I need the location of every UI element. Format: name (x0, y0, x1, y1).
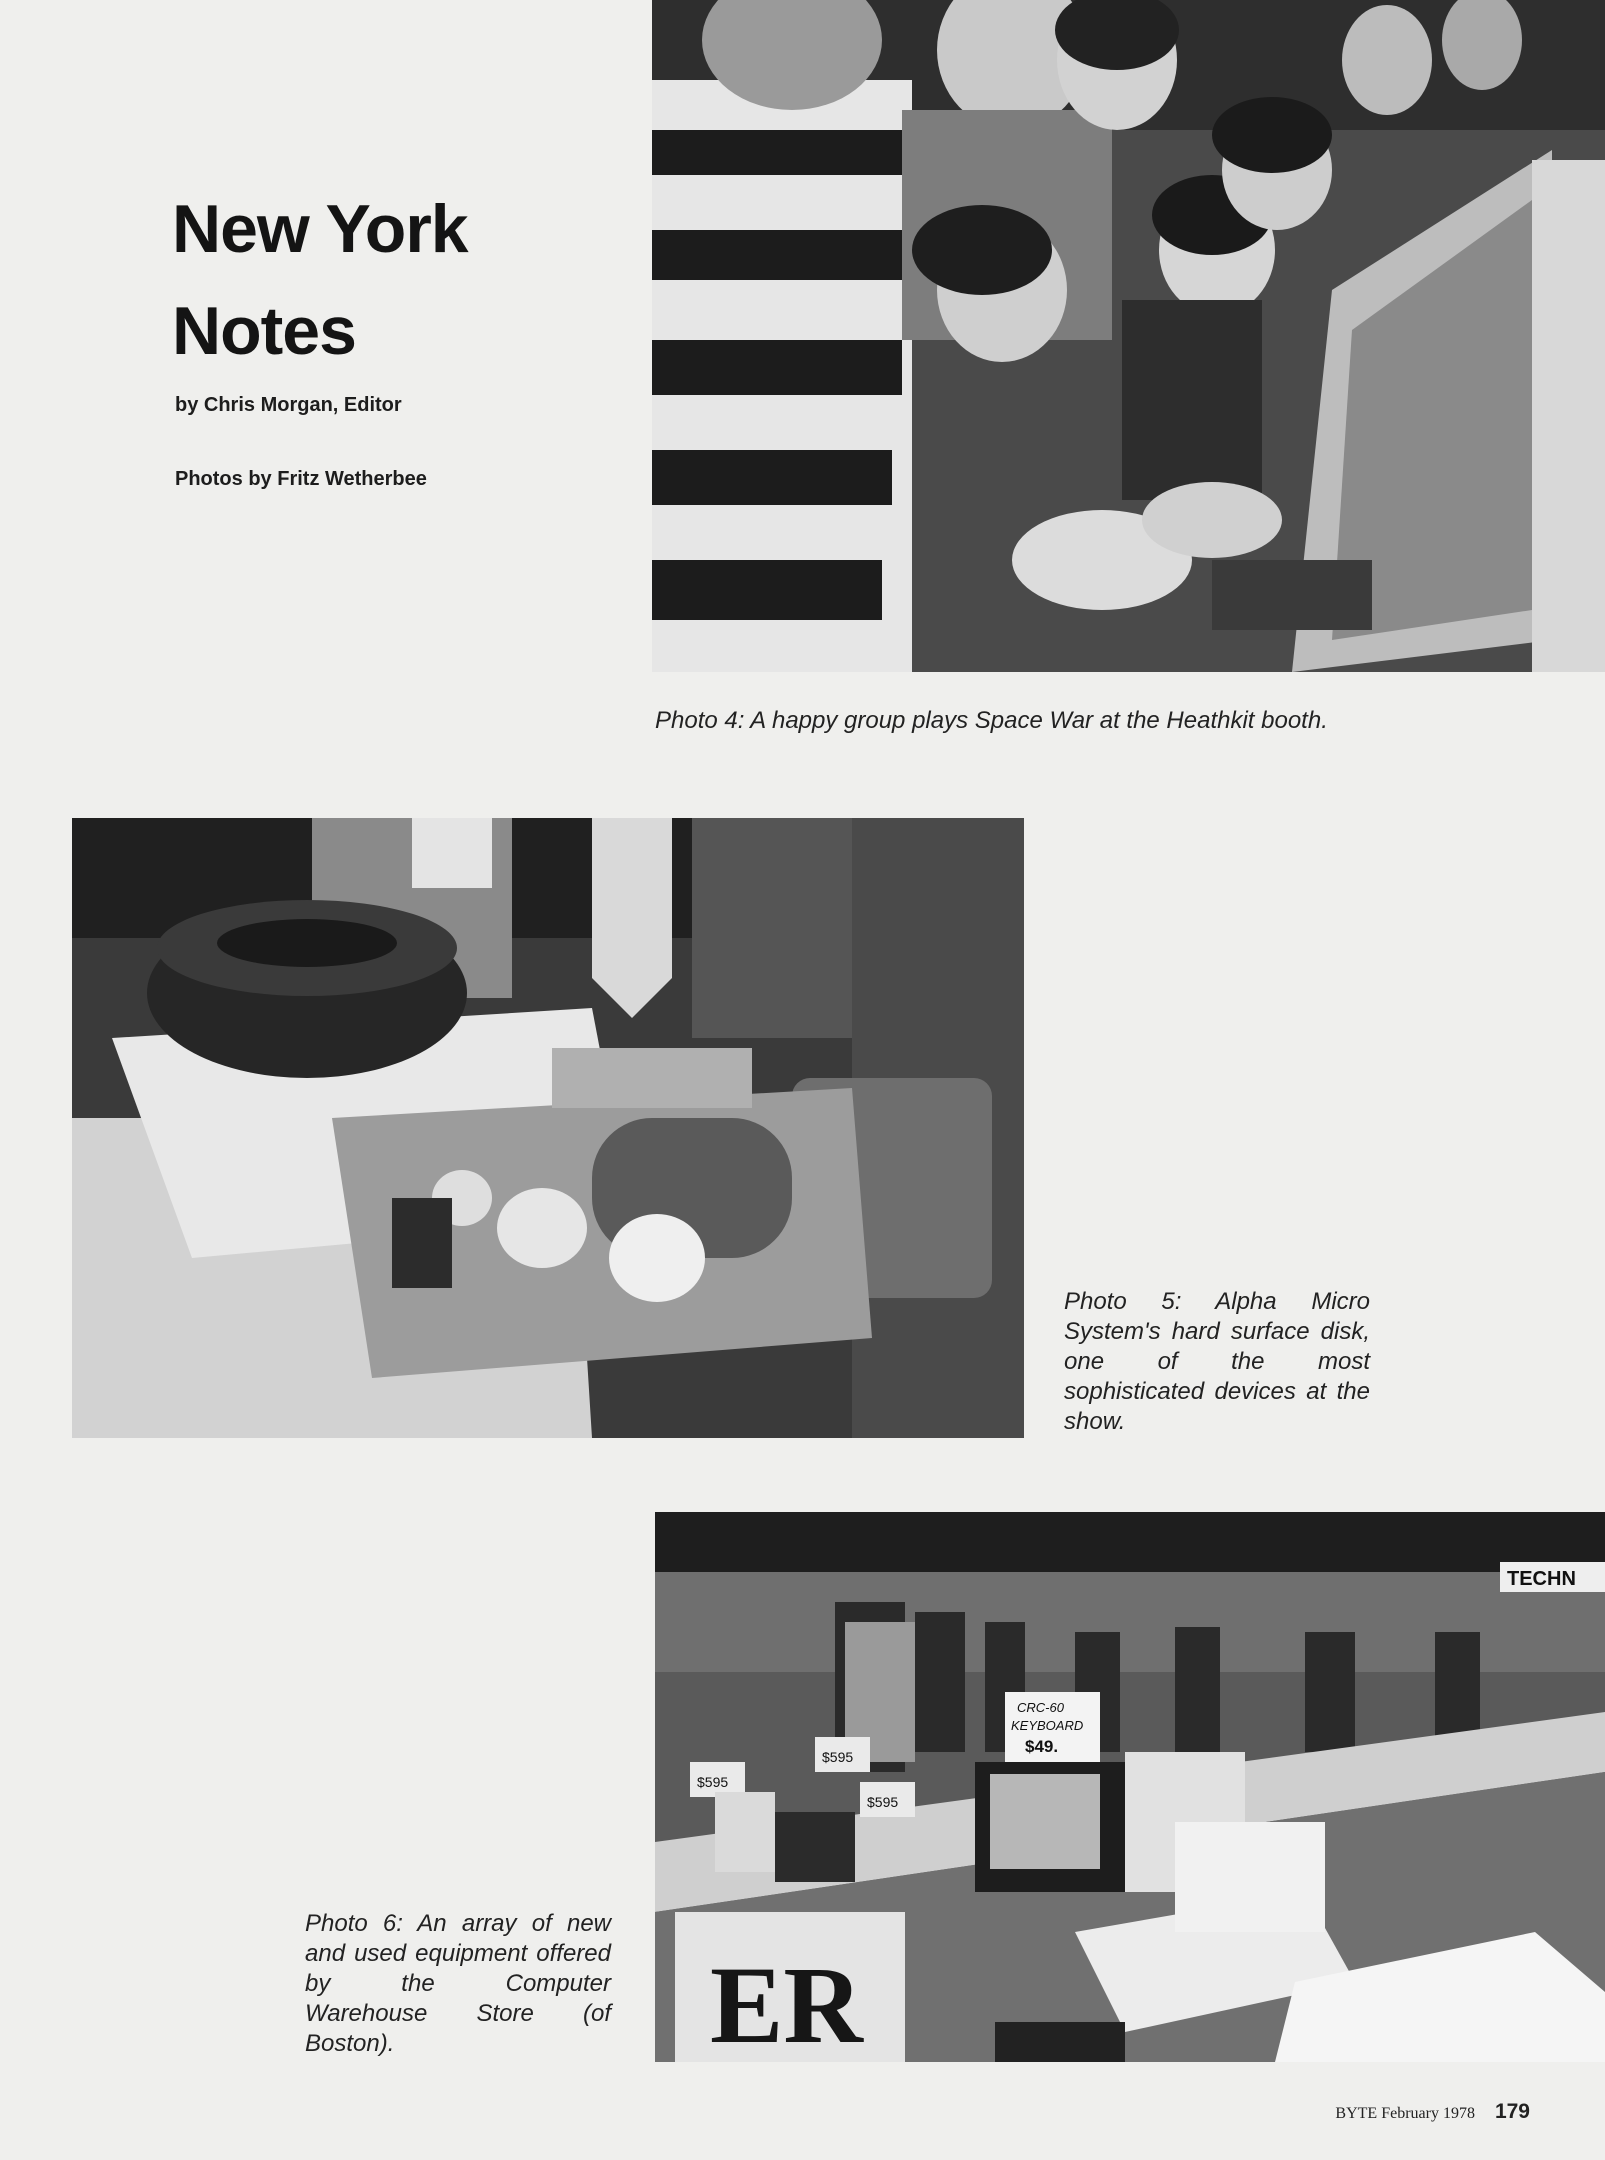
byline: by Chris Morgan, Editor (175, 394, 402, 416)
keyboard-sign-line2: KEYBOARD (1011, 1718, 1084, 1733)
photo-6-image (655, 1512, 1605, 2062)
photo-5-image (72, 818, 1024, 1438)
photo-4-image (652, 0, 1605, 672)
article-title (172, 178, 468, 382)
photo-5-caption: Photo 5: Alpha Micro System's hard surface disk, one of the most sophisticated devices at the show. (1064, 1288, 1370, 1435)
keyboard-sign-price: $49. (1025, 1737, 1059, 1756)
photo-6-caption: Photo 6: An array of new and used equipment offered by the Computer Warehouse Store (of Boston). (305, 1910, 611, 2057)
table-letters: ER (710, 1944, 863, 2062)
price-tag-2: $595 (822, 1749, 854, 1765)
article-title-line-1: New York (172, 191, 468, 267)
price-tag-3: $595 (867, 1794, 899, 1810)
page-number: 179 (1494, 2100, 1530, 2123)
price-tag-1: $595 (697, 1774, 729, 1790)
page-footer (1335, 2100, 1530, 2124)
article-title-line-2: Notes (172, 293, 356, 369)
keyboard-sign-line1: CRC-60 (1017, 1700, 1064, 1715)
photo-4-caption: Photo 4: A happy group plays Space War at the Heathkit booth. (655, 707, 1328, 734)
publication-name: BYTE February 1978 (1335, 2105, 1475, 2122)
booth-banner-text: TECHN (1507, 1568, 1576, 1590)
photos-credit: Photos by Fritz Wetherbee (175, 468, 427, 490)
